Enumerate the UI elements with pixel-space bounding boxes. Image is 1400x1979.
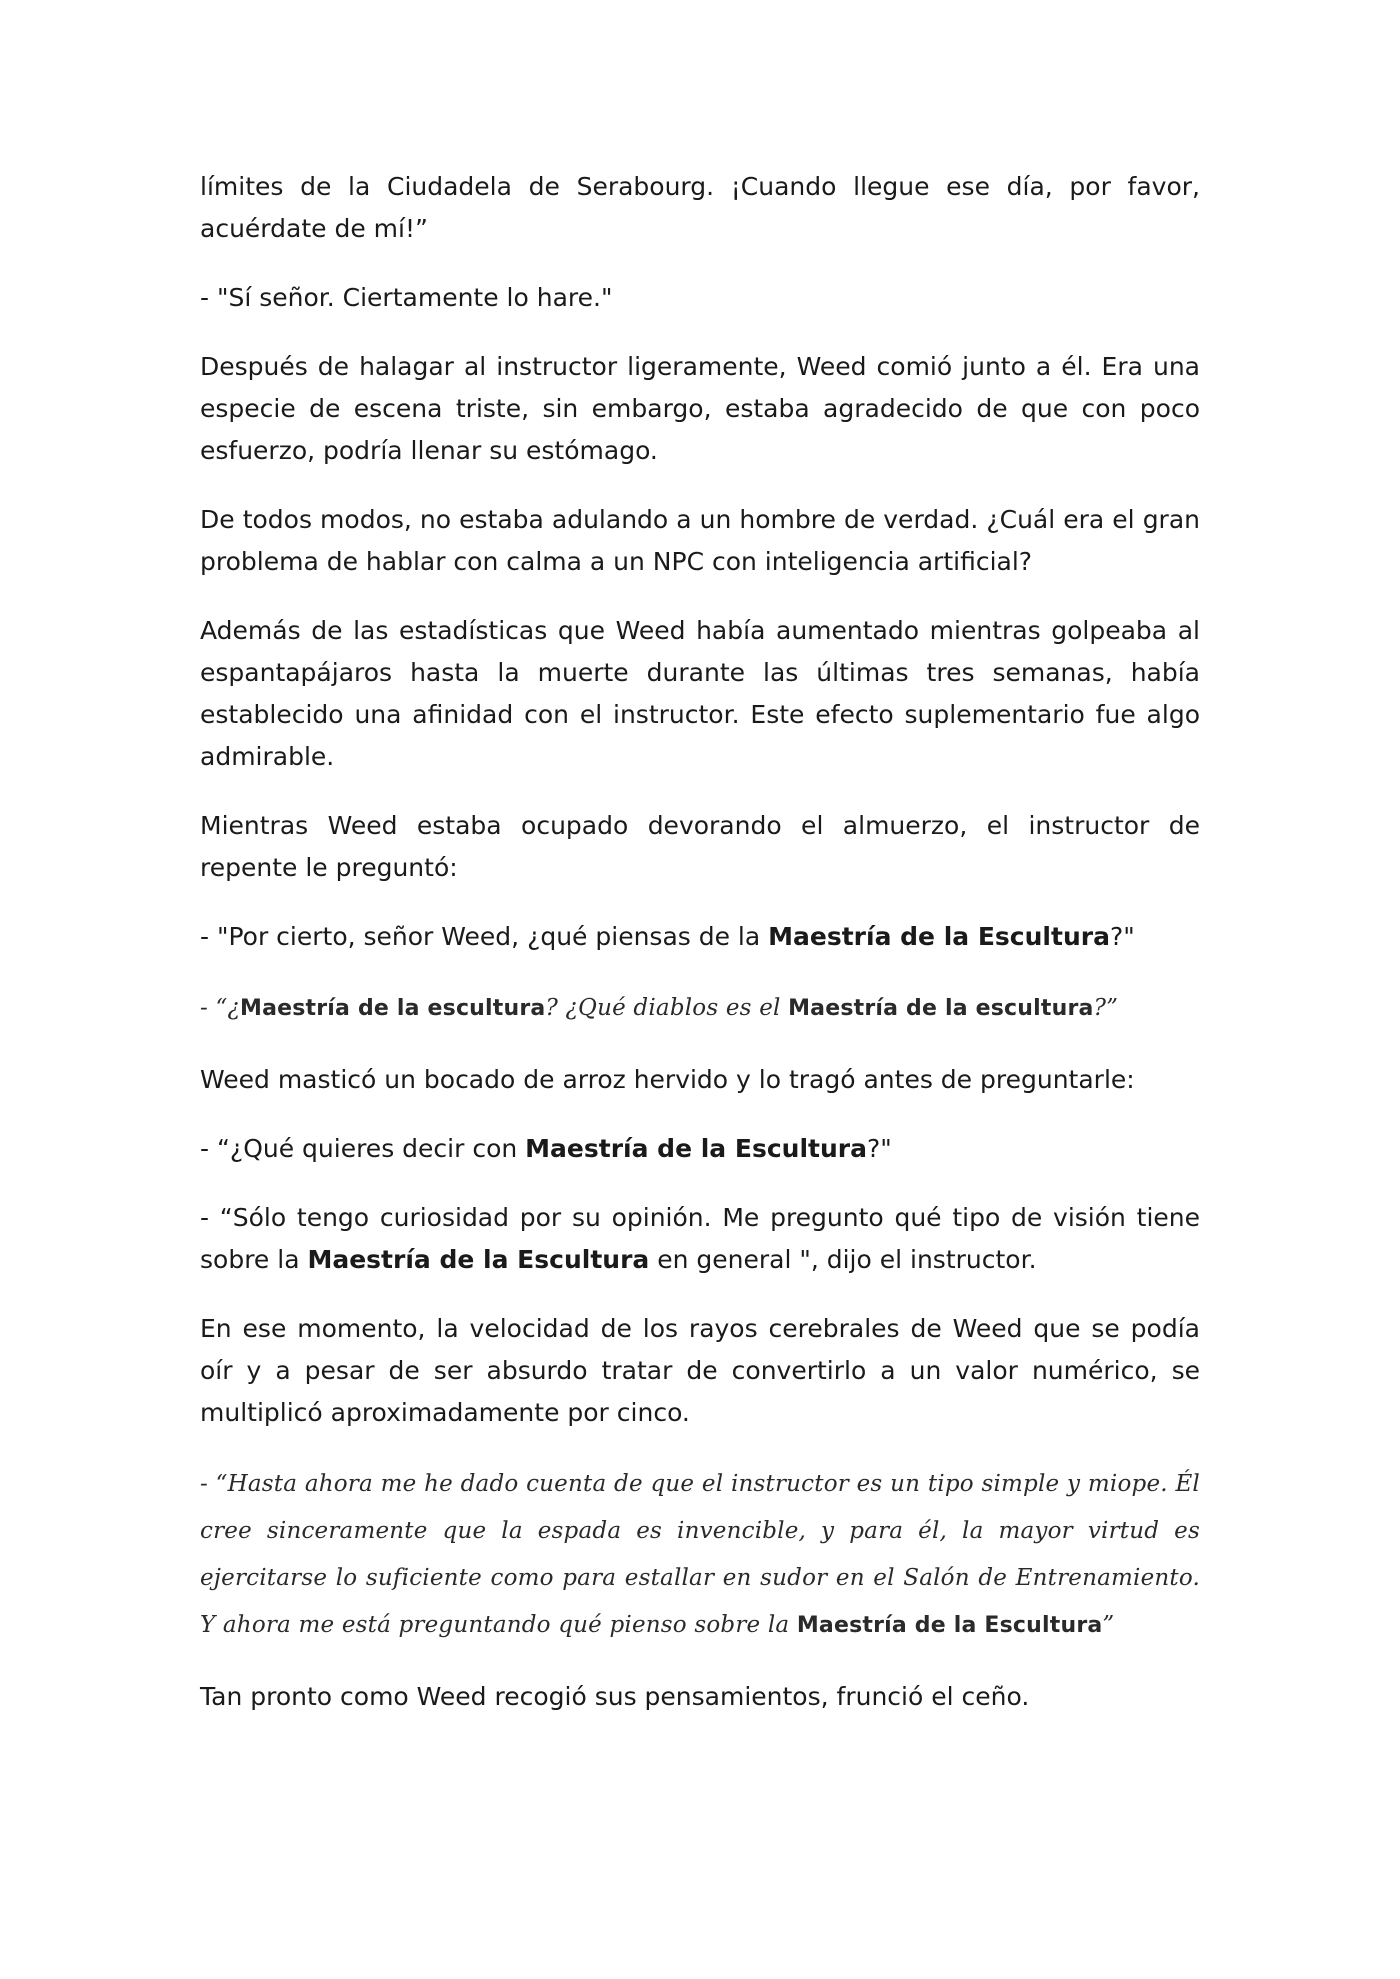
dialogue-10-text-c: ?": [866, 1134, 892, 1163]
dialogue-line-11: [200, 1197, 1200, 1281]
thought-8-term-2: Maestría de la escultura: [788, 996, 1094, 1021]
dialogue-line-2: - "Sí señor. Ciertamente lo hare.": [200, 283, 613, 312]
dialogue-11-term: Maestría de la Escultura: [307, 1245, 650, 1274]
document-page: [200, 166, 1200, 1745]
dialogue-line-10: [200, 1128, 1200, 1170]
paragraph-4: De todos modos, no estaba adulando a un hombre de verdad. ¿Cuál era el gran problema de hablar con calma a un NPC con inteligencia artificial?: [200, 505, 1200, 576]
paragraph-14: Tan pronto como Weed recogió sus pensamientos, frunció el ceño.: [200, 1682, 1030, 1711]
thought-8-text-c: ? ¿Qué diablos es el: [545, 995, 789, 1021]
thought-line-13: [200, 1461, 1200, 1649]
dialogue-7-term: Maestría de la Escultura: [768, 922, 1110, 951]
dialogue-10-text-a: - “¿Qué quieres decir con: [200, 1134, 526, 1163]
dialogue-10-term: Maestría de la Escultura: [525, 1134, 867, 1163]
paragraph-1: límites de la Ciudadela de Serabourg. ¡Cuando llegue ese día, por favor, acuérdate de mí!”: [200, 172, 1200, 243]
dialogue-7-text-a: - "Por cierto, señor Weed, ¿qué piensas de la: [200, 922, 769, 951]
dialogue-line-7: [200, 916, 1200, 958]
thought-13-text-c: ”: [1102, 1612, 1115, 1638]
paragraph-6: Mientras Weed estaba ocupado devorando el almuerzo, el instructor de repente le preguntó:: [200, 811, 1200, 882]
dialogue-11-text-c: en general ", dijo el instructor.: [649, 1245, 1037, 1274]
paragraph-5: Además de las estadísticas que Weed había aumentado mientras golpeaba al espantapájaros hasta la muerte durante las últimas tres semanas, había establecido una afinidad con el instructor. Este efecto suplementario fue algo admirable.: [200, 616, 1200, 771]
dialogue-7-text-c: ?": [1109, 922, 1135, 951]
dialogue-11-text-a: - “Sólo tengo curiosidad por su opinión. Me pregunto qué tipo de visión tiene sobre la: [200, 1203, 1200, 1274]
thought-8-term-1: Maestría de la escultura: [239, 996, 546, 1021]
paragraph-3: Después de halagar al instructor ligeramente, Weed comió junto a él. Era una especie de escena triste, sin embargo, estaba agradecido de que con poco esfuerzo, podría llenar su estómago.: [200, 352, 1200, 465]
thought-13-term: Maestría de la Escultura: [796, 1613, 1103, 1638]
paragraph-12: En ese momento, la velocidad de los rayos cerebrales de Weed que se podía oír y a pesar de ser absurdo tratar de convertirlo a un valor numérico, se multiplicó aproximadamente por cinco.: [200, 1314, 1200, 1427]
thought-8-text-a: - “¿: [200, 995, 240, 1021]
thought-8-text-e: ?”: [1093, 995, 1119, 1021]
paragraph-9: Weed masticó un bocado de arroz hervido y lo tragó antes de preguntarle:: [200, 1065, 1135, 1094]
thought-line-8: [200, 985, 1200, 1032]
thought-13-text-a: - “Hasta ahora me he dado cuenta de que el instructor es un tipo simple y miope. Él cree sinceramente que la espada es invencible, y para él, la mayor virtud es ejercitarse lo suficiente como para estallar en sudor en el Salón de Entrenamiento. Y ahora me está preguntando qué pienso sobre la: [200, 1471, 1200, 1638]
